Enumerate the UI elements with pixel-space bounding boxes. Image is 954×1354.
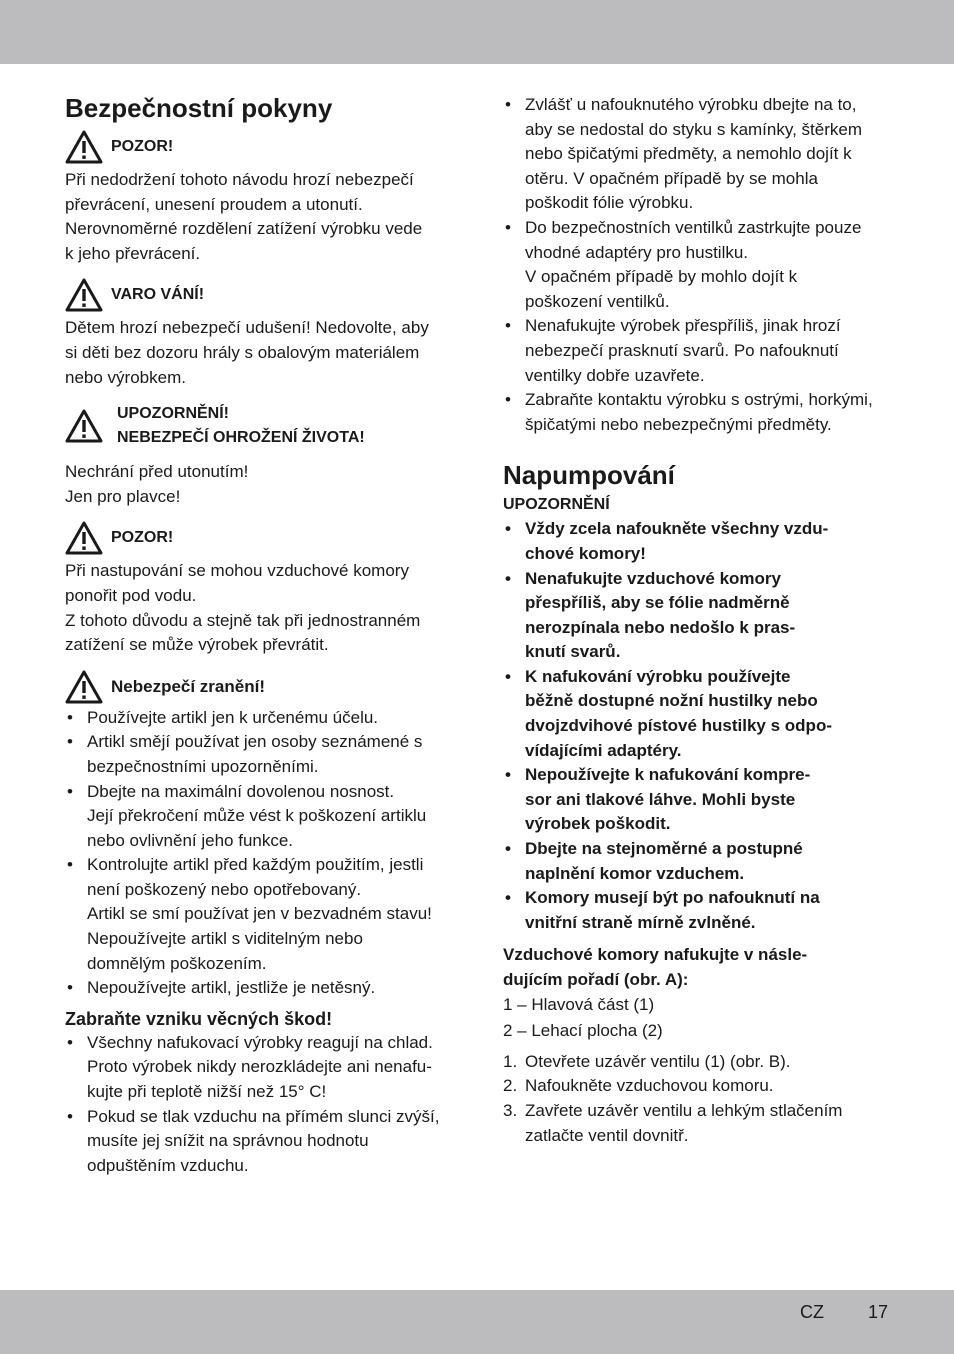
warning-label: NEBEZPEČÍ OHROŽENÍ ŽIVOTA! — [117, 429, 365, 447]
warning-triangle-icon — [65, 521, 103, 555]
step-item: 2. Nafoukněte vzduchovou komoru. — [503, 1076, 774, 1096]
list-item: • Nenafukujte vzduchové komory přespříliš, aby se fólie nadměrně nerozpínala nebo nedošlo k pras- knutí svarů. — [503, 567, 903, 665]
list-item: • Dbejte na maximální dovolenou nosnost. Její překročení může vést k poškození artiklu nebo ovlivnění jeho funkce. — [65, 780, 465, 854]
list-item: • Vždy zcela nafoukněte všechny vzdu- chové komory! — [503, 517, 903, 566]
list-item: • Kontrolujte artikl před každým použitím, jestli není poškozený nebo opotřebovaný. Artikl se smí používat jen v bezvadném stavu! Nepoužívejte artikl s viditelným nebo domnělým poškozením. — [65, 853, 465, 976]
warning-triangle-icon — [65, 670, 103, 704]
inflation-warnings-list — [503, 517, 903, 935]
text-line: Při nedodržení tohoto návodu hrozí nebezpečí — [65, 170, 414, 189]
warning-text — [65, 316, 465, 390]
section-title-safety: Bezpečnostní pokyny — [65, 93, 333, 123]
warning-label: POZOR! — [111, 138, 174, 155]
warning-injury — [65, 670, 465, 704]
warning-triangle-icon — [65, 409, 103, 443]
left-column — [65, 92, 465, 1178]
list-item: • Komory musejí být po nafouknutí na vnitřní straně mírně zvlněné. — [503, 886, 903, 935]
warning-label: POZOR! — [111, 529, 174, 547]
warning-triangle-icon — [65, 130, 103, 164]
warning-label: VARO VÁNÍ! — [111, 286, 205, 304]
steps-list — [503, 1050, 903, 1148]
list-item: • Používejte artikl jen k určenému účelu. — [65, 706, 465, 731]
inflation-order-heading: Vzduchové komory nafukujte v násle- dujícím pořadí (obr. A): — [503, 945, 808, 989]
safety-list-continued — [503, 93, 903, 437]
list-item: • Pokud se tlak vzduchu na přímém slunci zvýší, musíte jej snížit na správnou hodnotu odpuštěním vzduchu. — [65, 1105, 465, 1179]
section-title-inflation: Napumpování — [503, 460, 675, 491]
warning-text — [65, 168, 465, 266]
list-item: • Zvlášť u nafouknutého výrobku dbejte na to, aby se nedostal do styku s kamínky, štěrkem nebo špičatými předměty, a nemohlo dojít k otěru. V opačném případě by se mohla poškodit fólie výrobku. — [503, 93, 903, 216]
list-item: • Artikl smějí používat jen osoby seznámené s bezpečnostními upozorněními. — [65, 730, 465, 779]
list-item: • Nenafukujte výrobek přespříliš, jinak hrozí nebezpečí prasknutí svarů. Po nafouknutí ventilky dobře uzavřete. — [503, 314, 903, 388]
text-line: Nechrání před utonutím! — [65, 462, 249, 482]
subsection-title-damage: Zabraňte vzniku věcných škod! — [65, 1008, 333, 1029]
text-line: k jeho převrácení. — [65, 243, 201, 263]
footer-language: CZ — [800, 1302, 824, 1322]
page-number: 17 — [868, 1302, 889, 1322]
warning-life-danger — [65, 402, 465, 450]
list-item: • Do bezpečnostních ventilků zastrkujte pouze vhodné adaptéry pro hustilku. V opačném případě by mohlo dojít k poškození ventilků. — [503, 216, 903, 314]
text-line: si děti bez dozoru hrály s obalovým materiálem — [65, 342, 420, 362]
warning-caution-2 — [65, 521, 465, 555]
text-line: Při nastupování se mohou vzduchové komory — [65, 561, 409, 581]
list-item: • Zabraňte kontaktu výrobku s ostrými, horkými, špičatými nebo nebezpečnými předměty. — [503, 388, 903, 437]
damage-list — [65, 1031, 465, 1179]
warning-label: UPOZORNĚNÍ! — [117, 405, 229, 423]
text-line: převrácení, unesení proudem a utonutí. — [65, 194, 363, 214]
parts-list — [503, 993, 903, 1044]
text-line: Jen pro plavce! — [65, 486, 181, 506]
injury-list — [65, 706, 465, 1001]
warning-varovani — [65, 278, 465, 312]
step-item: 3. Zavřete uzávěr ventilu a lehkým stlačením zatlačte ventil dovnitř. — [503, 1100, 843, 1145]
text-line: zatížení se může výrobek převrátit. — [65, 635, 329, 655]
list-item: • Nepoužívejte artikl, jestliže je netěsný. — [65, 976, 465, 1001]
warning-text — [65, 460, 465, 509]
right-column — [503, 93, 903, 1148]
warning-triangle-icon — [65, 278, 103, 312]
header-bar — [0, 0, 954, 64]
list-item: • Dbejte na stejnoměrné a postupné naplnění komor vzduchem. — [503, 837, 903, 886]
warning-label: Nebezpečí zranění! — [111, 676, 265, 696]
list-item: • Nepoužívejte k nafukování kompre- sor ani tlakové láhve. Mohli byste výrobek poškodit. — [503, 763, 903, 837]
list-item: • Všechny nafukovací výrobky reagují na chlad. Proto výrobek nikdy nerozkládejte ani nenafu- kujte při teplotě nižší než 15° C! — [65, 1031, 465, 1105]
text-line: nebo výrobkem. — [65, 367, 186, 387]
part-item: 1 – Hlavová část (1) — [503, 994, 655, 1014]
step-item: 1. Otevřete uzávěr ventilu (1) (obr. B). — [503, 1051, 791, 1071]
warning-caution-1 — [65, 130, 465, 164]
text-line: Nerovnoměrné rozdělení zatížení výrobku vede — [65, 219, 423, 239]
text-line: Dětem hrozí nebezpečí udušení! Nedovolte, aby — [65, 318, 429, 338]
text-line: Z tohoto důvodu a stejně tak při jednostranném — [65, 610, 421, 630]
notice-label: UPOZORNĚNÍ — [503, 496, 610, 514]
part-item: 2 – Lehací plocha (2) — [503, 1021, 663, 1041]
warning-text — [65, 559, 465, 657]
text-line: ponořit pod vodu. — [65, 585, 197, 605]
list-item: • K nafukování výrobku používejte běžně dostupné nožní hustilky nebo dvojzdvihové pístové hustilky s odpo- vídajícími adaptéry. — [503, 665, 903, 763]
